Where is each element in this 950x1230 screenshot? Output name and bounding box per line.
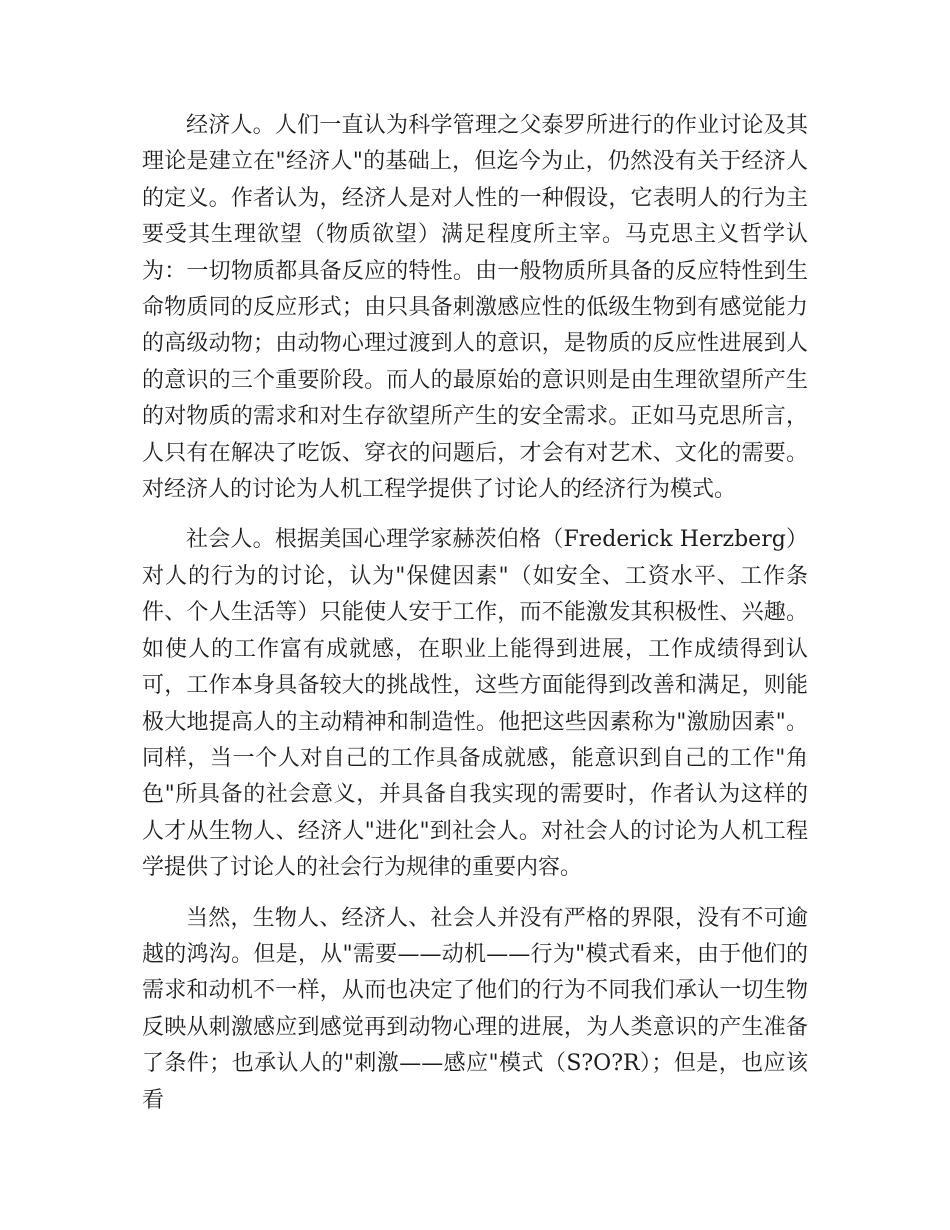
paragraph-social-man: 社会人。根据美国心理学家赫茨伯格（Frederick Herzberg）对人的行为的讨论，认为"保健因素"（如安全、工资水平、工作条件、个人生活等）只能使人安于工作，而不能激发其积极性、兴趣。如使人的工作富有成就感，在职业上能得到进展，工作成绩得到认可，工作本身具备较大的挑战性，这些方面能得到改善和满足，则能极大地提高人的主动精神和制造性。他把这些因素称为"激励因素"。同样，当一个人对自己的工作具备成就感，能意识到自己的工作"角色"所具备的社会意义，并具备自我实现的需要时，作者认为这样的人才从生物人、经济人"进化"到社会人。对社会人的讨论为人机工程学提供了讨论人的社会行为规律的重要内容。 [142,527,808,881]
paragraph-economic-man: 经济人。人们一直认为科学管理之父泰罗所进行的作业讨论及其理论是建立在"经济人"的基础上，但迄今为止，仍然没有关于经济人的定义。作者认为，经济人是对人性的一种假设，它表明人的行为主要受其生理欲望（物质欲望）满足程度所主宰。马克思主义哲学认为：一切物质都具备反应的特性。由一般物质所具备的反应特性到生命物质同的反应形式；由只具备刺激感应性的低级生物到有感觉能力的高级动物；由动物心理过渡到人的意识，是物质的反应性进展到人的意识的三个重要阶段。而人的最原始的意识则是由生理欲望所产生的对物质的需求和对生存欲望所产生的安全需求。正如马克思所言，人只有在解决了吃饭、穿衣的问题后，才会有对艺术、文化的需要。对经济人的讨论为人机工程学提供了讨论人的经济行为模式。 [142,113,808,503]
document-body [142,108,808,1119]
paragraph-conclusion: 当然，生物人、经济人、社会人并没有严格的界限，没有不可逾越的鸿沟。但是，从"需要——动机——行为"模式看来，由于他们的需求和动机不一样，从而也决定了他们的行为不同我们承认一切生物反映从刺激感应到感觉再到动物心理的进展，为人类意识的产生准备了条件；也承认人的"刺激——感应"模式（S?O?R）；但是，也应该看 [142,905,808,1113]
